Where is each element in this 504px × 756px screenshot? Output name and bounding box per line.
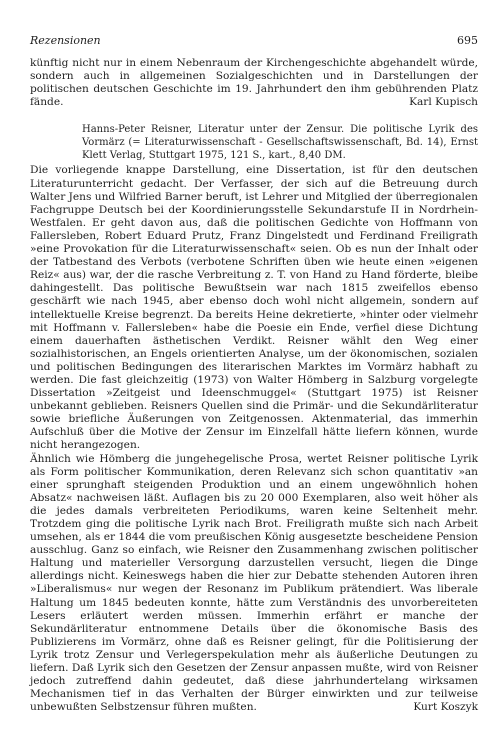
previous-review-text-body: künftig nicht nur in einem Nebenraum der Kirchengeschichte abgehandelt würde, sondern auch in allgemeinen Sozialgeschichten und in Darstellungen der politischen deutschen Geschichte im 19. Jahrhundert den ihm gebührenden Platz fände. xyxy=(30,57,478,109)
running-header xyxy=(30,34,478,47)
page-number: 695 xyxy=(457,34,478,47)
review-body xyxy=(30,164,478,714)
review-paragraph: Die vorliegende knappe Darstellung, eine Dissertation, ist für den deutschen Literaturunterricht gedacht. Der Verfasser, der sich auf die Betreuung durch Walter Jens und Wilfried Barner beruft, ist Lehrer und Mitglied der überregionalen Fachgruppe Deutsch bei der Koordinierungsstelle Sekundarstufe II in Nordrhein-Westfalen. Er geht davon aus, daß die politischen Gedichte von Hoffmann von Fallersleben, Robert Eduard Prutz, Franz Dingelstedt und Ferdinand Freiligrath »eine Provokation für die Literaturwissenschaft« seien. Ob es nun der Inhalt oder der Tatbestand des Verbots (verbotene Schriften üben wie heute einen »eigenen Reiz« aus) war, der die rasche Verbreitung z. T. von Hand zu Hand förderte, bleibe dahingestellt. Das politische Bewußtsein war nach 1815 zweifellos ebenso geschärft wie nach 1945, aber ebenso doch wohl nicht allgemein, sondern auf intellektuelle Kreise begrenzt. Da bereits Heine dekretierte, »hinter oder vielmehr mit Hoffmann v. Fallersleben« habe die Poesie ein Ende, verfiel diese Dichtung einem dauerhaften ästhetischen Verdikt. Reisner wählt den Weg einer sozialhistorischen, an Engels orientierten Analyse, um der ökonomischen, sozialen und politischen Bedingungen des literarischen Marktes im Vormärz habhaft zu werden. Die fast gleichzeitig (1973) von Walter Hömberg in Salzburg vorgelegte Dissertation »Zeitgeist und Ideenschmuggel« (Stuttgart 1975) ist Reisner unbekannt geblieben. Reisners Quellen sind die Primär- und die Sekundärliteratur sowie briefliche Äußerungen von Zeitgenossen. Aktenmaterial, das immerhin Aufschluß über die Motive der Zensur im Einzelfall hätte liefern können, wurde nicht herangezogen. xyxy=(30,164,478,452)
review-author: Kurt Koszyk xyxy=(413,701,478,714)
document-page xyxy=(30,34,478,715)
book-reference: Hanns-Peter Reisner, Literatur unter der Zensur. Die politische Lyrik des Vormärz (= Literaturwissenschaft - Gesellschaftswissenschaft, Bd. 14), Ernst Klett Verlag, Stuttgart 1975, 121 S., kart., 8,40 DM. xyxy=(82,124,478,162)
section-title: Rezensionen xyxy=(30,34,101,47)
previous-review-ending xyxy=(30,57,478,109)
previous-review-author: Karl Kupisch xyxy=(409,96,478,109)
review-paragraph: Ähnlich wie Hömberg die jungehegelische Prosa, wertet Reisner politische Lyrik als Form politischer Kommunikation, deren Relevanz sich schon quantitativ »an einer sprunghaft steigenden Produktion und an einem ungewöhnlich hohen Absatz« nachweisen läßt. Auflagen bis zu 20 000 Exemplaren, also weit höher als die jedes damals verbreiteten Periodikums, waren keine Seltenheit mehr. Trotzdem ging die politische Lyrik nach Brot. Freiligrath mußte sich nach Arbeit umsehen, als er 1844 die vom preußischen König ausgesetzte bescheidene Pension ausschlug. Ganz so einfach, wie Reisner den Zusammenhang zwischen politischer Haltung und materieller Versorgung darzustellen versucht, liegen die Dinge allerdings nicht. Keineswegs haben die hier zur Debatte stehenden Autoren ihren »Liberalismus« nur wegen der Resonanz im Publikum prätendiert. Was liberale Haltung um 1845 bedeuten konnte, hätte zum Verständnis des unvorbereiteten Lesers erläutert werden müssen. Immerhin erfährt er manche der Sekundärliteratur entnommene Details über die ökonomische Basis des Publizierens im Vormärz, ohne daß es Reisner gelingt, für die Politisierung der Lyrik trotz Zensur und Verlegerspekulation mehr als äußerliche Deutungen zu liefern. Daß Lyrik sich den Gesetzen der Zensur anpassen mußte, wird von Reisner jedoch zutreffend dahin gedeutet, daß diese jahrhundertelang wirksamen Mechanismen tief in das Verhalten der Bürger einwirkten und zur teilweise unbewußten Selbstzensur führen mußten. xyxy=(30,452,479,714)
